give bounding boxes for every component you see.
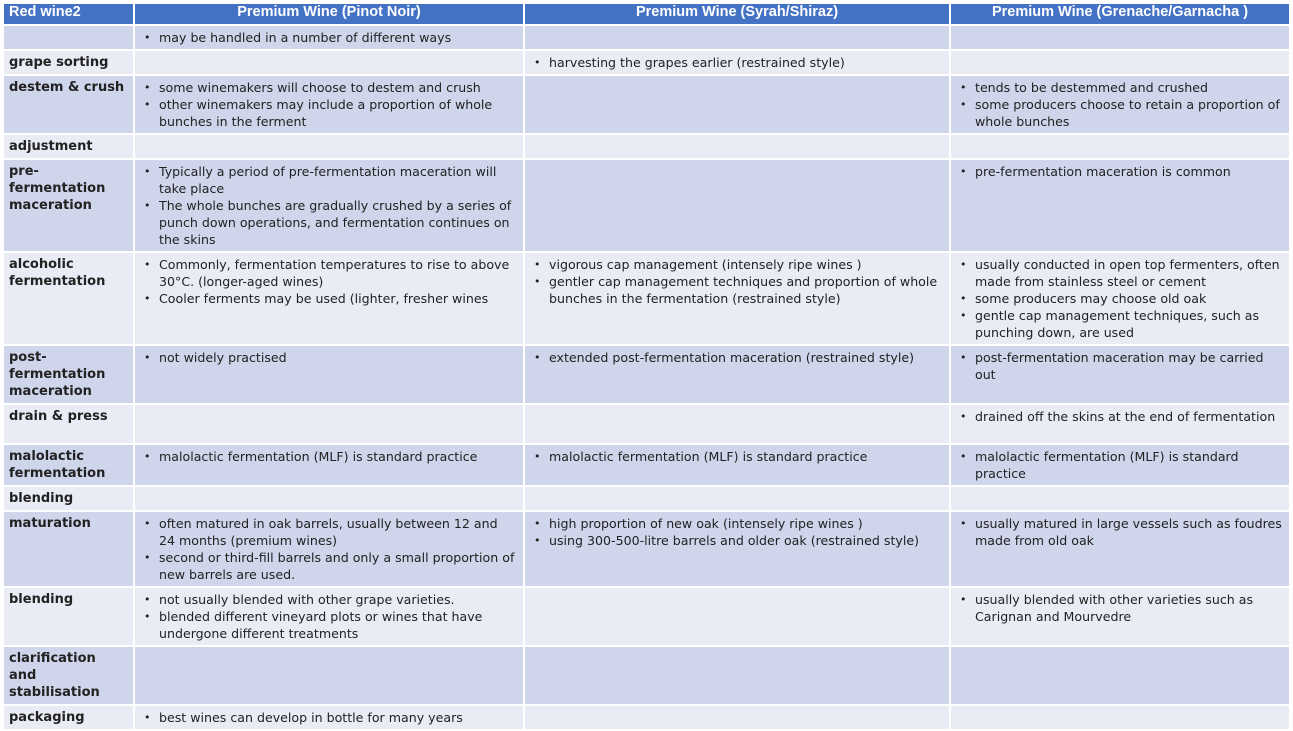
cell-grenache-garnacha	[950, 646, 1290, 705]
table-row	[3, 705, 1290, 730]
header-category: Red wine2	[3, 3, 134, 25]
bullet-list	[955, 408, 1283, 425]
row-label: post-fermentation maceration	[3, 345, 134, 404]
cell-pinot-noir	[134, 587, 524, 646]
cell-grenache-garnacha	[950, 404, 1290, 444]
cell-syrah-shiraz	[524, 705, 950, 730]
bullet-item: • harvesting the grapes earlier (restrained style)	[529, 54, 943, 71]
bullet-item: • drained off the skins at the end of fermentation	[955, 408, 1283, 425]
table-row	[3, 646, 1290, 705]
cell-syrah-shiraz	[524, 486, 950, 511]
wine-comparison-table	[2, 2, 1291, 731]
table-row	[3, 444, 1290, 486]
bullet-item: • Cooler ferments may be used (lighter, fresher wines	[139, 290, 517, 307]
table-row	[3, 134, 1290, 159]
cell-grenache-garnacha	[950, 25, 1290, 50]
bullet-item: • extended post-fermentation maceration (restrained style)	[529, 349, 943, 366]
cell-pinot-noir	[134, 50, 524, 75]
table-row	[3, 75, 1290, 134]
bullet-item: • often matured in oak barrels, usually between 12 and 24 months (premium wines)	[139, 515, 517, 549]
bullet-list	[529, 256, 943, 307]
bullet-item: • other winemakers may include a proportion of whole bunches in the ferment	[139, 96, 517, 130]
row-label	[3, 25, 134, 50]
bullet-item: • some producers may choose old oak	[955, 290, 1283, 307]
bullet-list	[139, 349, 517, 366]
bullet-item: • not usually blended with other grape varieties.	[139, 591, 517, 608]
table-row	[3, 252, 1290, 345]
cell-syrah-shiraz	[524, 159, 950, 252]
cell-syrah-shiraz	[524, 587, 950, 646]
bullet-item: • tends to be destemmed and crushed	[955, 79, 1283, 96]
row-label: clarification and stabilisation	[3, 646, 134, 705]
bullet-item: • usually matured in large vessels such as foudres made from old oak	[955, 515, 1283, 549]
bullet-list	[529, 54, 943, 71]
header-row	[3, 3, 1290, 25]
row-label: packaging	[3, 705, 134, 730]
cell-pinot-noir	[134, 705, 524, 730]
cell-grenache-garnacha	[950, 75, 1290, 134]
row-label: maturation	[3, 511, 134, 587]
cell-pinot-noir	[134, 25, 524, 50]
row-label: drain & press	[3, 404, 134, 444]
bullet-item: • may be handled in a number of different ways	[139, 29, 517, 46]
table-row	[3, 486, 1290, 511]
bullet-list	[955, 163, 1283, 180]
bullet-item: • high proportion of new oak (intensely ripe wines )	[529, 515, 943, 532]
bullet-list	[139, 29, 517, 46]
bullet-item: • some winemakers will choose to destem and crush	[139, 79, 517, 96]
bullet-item: • second or third-fill barrels and only a small proportion of new barrels are used.	[139, 549, 517, 583]
bullet-item: • usually conducted in open top fermenters, often made from stainless steel or cement	[955, 256, 1283, 290]
cell-grenache-garnacha	[950, 50, 1290, 75]
cell-syrah-shiraz	[524, 25, 950, 50]
bullet-item: • vigorous cap management (intensely ripe wines )	[529, 256, 943, 273]
table-row	[3, 345, 1290, 404]
bullet-item: • gentle cap management techniques, such as punching down, are used	[955, 307, 1283, 341]
cell-syrah-shiraz	[524, 404, 950, 444]
row-label: malolactic fermentation	[3, 444, 134, 486]
cell-syrah-shiraz	[524, 50, 950, 75]
row-label: adjustment	[3, 134, 134, 159]
cell-grenache-garnacha	[950, 587, 1290, 646]
bullet-list	[529, 448, 943, 465]
bullet-item: • best wines can develop in bottle for many years	[139, 709, 517, 726]
cell-pinot-noir	[134, 444, 524, 486]
bullet-item: • Commonly, fermentation temperatures to rise to above 30°C. (longer-aged wines)	[139, 256, 517, 290]
row-label: blending	[3, 587, 134, 646]
cell-grenache-garnacha	[950, 252, 1290, 345]
bullet-list	[139, 79, 517, 130]
bullet-item: • malolactic fermentation (MLF) is standard practice	[955, 448, 1283, 482]
cell-pinot-noir	[134, 486, 524, 511]
table-row	[3, 159, 1290, 252]
bullet-list	[139, 515, 517, 583]
header-pinot-noir: Premium Wine (Pinot Noir)	[134, 3, 524, 25]
cell-grenache-garnacha	[950, 345, 1290, 404]
table-row	[3, 25, 1290, 50]
bullet-list	[139, 709, 517, 726]
cell-pinot-noir	[134, 75, 524, 134]
cell-syrah-shiraz	[524, 75, 950, 134]
row-label: pre-fermentation maceration	[3, 159, 134, 252]
table-row	[3, 50, 1290, 75]
cell-grenache-garnacha	[950, 444, 1290, 486]
bullet-list	[955, 256, 1283, 341]
bullet-list	[139, 448, 517, 465]
bullet-item: • post-fermentation maceration may be carried out	[955, 349, 1283, 383]
bullet-list	[955, 79, 1283, 130]
table-row	[3, 587, 1290, 646]
bullet-item: • some producers choose to retain a proportion of whole bunches	[955, 96, 1283, 130]
bullet-item: • gentler cap management techniques and proportion of whole bunches in the fermentation (restrained style)	[529, 273, 943, 307]
cell-grenache-garnacha	[950, 705, 1290, 730]
cell-pinot-noir	[134, 511, 524, 587]
cell-syrah-shiraz	[524, 345, 950, 404]
bullet-item: • malolactic fermentation (MLF) is standard practice	[529, 448, 943, 465]
bullet-list	[955, 591, 1283, 625]
table-row	[3, 511, 1290, 587]
bullet-list	[529, 515, 943, 549]
bullet-item: • blended different vineyard plots or wines that have undergone different treatments	[139, 608, 517, 642]
cell-syrah-shiraz	[524, 646, 950, 705]
bullet-item: • The whole bunches are gradually crushed by a series of punch down operations, and fermentation continues on the skins	[139, 197, 517, 248]
cell-pinot-noir	[134, 404, 524, 444]
cell-syrah-shiraz	[524, 134, 950, 159]
bullet-item: • not widely practised	[139, 349, 517, 366]
bullet-list	[955, 515, 1283, 549]
cell-grenache-garnacha	[950, 511, 1290, 587]
cell-pinot-noir	[134, 159, 524, 252]
cell-pinot-noir	[134, 134, 524, 159]
bullet-item: • usually blended with other varieties such as Carignan and Mourvedre	[955, 591, 1283, 625]
cell-grenache-garnacha	[950, 486, 1290, 511]
header-syrah-shiraz: Premium Wine (Syrah/Shiraz)	[524, 3, 950, 25]
bullet-item: • using 300-500-litre barrels and older oak (restrained style)	[529, 532, 943, 549]
cell-pinot-noir	[134, 252, 524, 345]
bullet-item: • malolactic fermentation (MLF) is standard practice	[139, 448, 517, 465]
bullet-list	[139, 591, 517, 642]
cell-syrah-shiraz	[524, 444, 950, 486]
header-grenache-garnacha: Premium Wine (Grenache/Garnacha )	[950, 3, 1290, 25]
row-label: destem & crush	[3, 75, 134, 134]
table-body	[3, 25, 1290, 730]
cell-grenache-garnacha	[950, 134, 1290, 159]
bullet-list	[955, 349, 1283, 383]
cell-pinot-noir	[134, 646, 524, 705]
bullet-list	[529, 349, 943, 366]
row-label: blending	[3, 486, 134, 511]
row-label: alcoholic fermentation	[3, 252, 134, 345]
row-label: grape sorting	[3, 50, 134, 75]
cell-pinot-noir	[134, 345, 524, 404]
bullet-item: • Typically a period of pre-fermentation maceration will take place	[139, 163, 517, 197]
cell-syrah-shiraz	[524, 252, 950, 345]
bullet-item: • pre-fermentation maceration is common	[955, 163, 1283, 180]
cell-syrah-shiraz	[524, 511, 950, 587]
cell-grenache-garnacha	[950, 159, 1290, 252]
bullet-list	[139, 256, 517, 307]
bullet-list	[139, 163, 517, 248]
table-row	[3, 404, 1290, 444]
bullet-list	[955, 448, 1283, 482]
